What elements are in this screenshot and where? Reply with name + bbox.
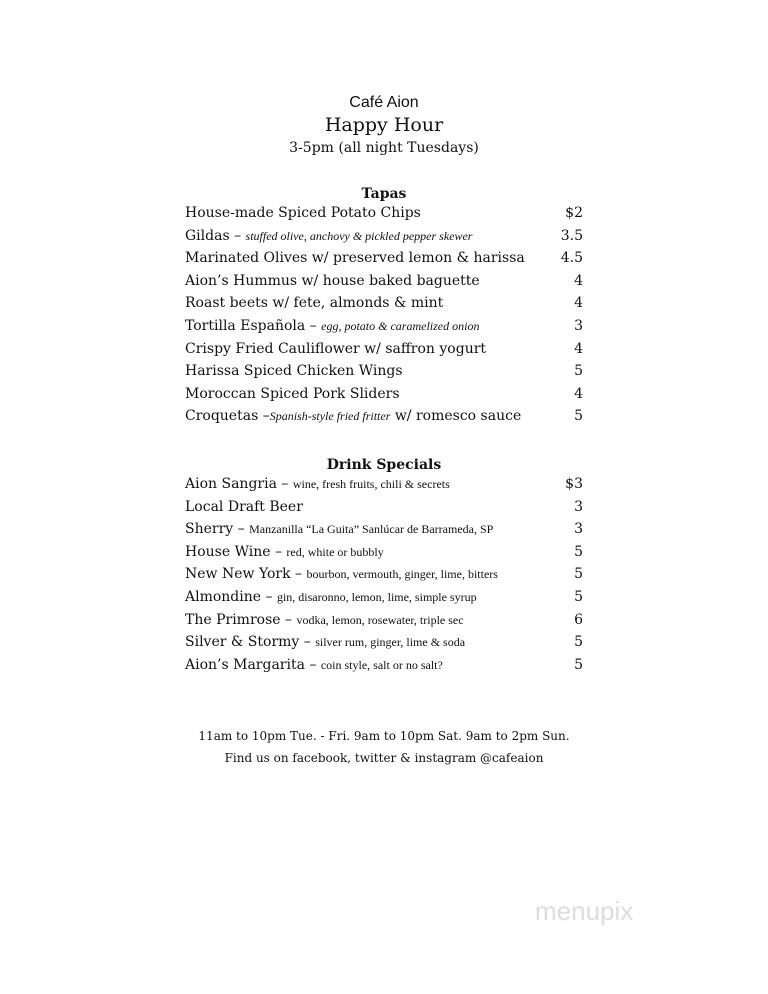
item-description: Spanish-style fried fritter xyxy=(269,409,391,424)
item-name: Marinated Olives w/ preserved lemon & harissa xyxy=(185,250,525,267)
item-price: 3 xyxy=(574,521,583,538)
item-name: Croquetas – xyxy=(185,408,270,425)
menu-item xyxy=(185,408,583,431)
tapas-heading: Tapas xyxy=(361,186,407,202)
menu-item xyxy=(185,566,583,589)
item-price: 5 xyxy=(574,656,583,673)
item-description: vodka, lemon, rosewater, triple sec xyxy=(296,612,464,627)
item-text xyxy=(185,499,303,515)
item-price: 5 xyxy=(574,363,583,380)
item-price: 4 xyxy=(574,340,583,357)
item-price: $2 xyxy=(565,205,583,221)
item-text xyxy=(185,228,472,244)
item-price: 5 xyxy=(574,634,583,651)
menu-item xyxy=(185,250,583,273)
menu-item xyxy=(185,205,583,228)
item-name: House-made Spiced Potato Chips xyxy=(185,205,421,221)
menu-item xyxy=(185,476,583,499)
menu-item xyxy=(185,341,583,364)
item-name: Roast beets w/ fete, almonds & mint xyxy=(185,295,444,312)
menu-item xyxy=(185,612,583,635)
item-description: Manzanilla “La Guita” Sanlúcar de Barrameda, SP xyxy=(249,522,494,537)
page-title: Happy Hour xyxy=(324,114,444,136)
item-price: 3 xyxy=(574,317,583,334)
item-text xyxy=(185,476,450,492)
item-text xyxy=(185,657,443,673)
item-description: egg, potato & caramelized onion xyxy=(321,318,480,333)
menu-item xyxy=(185,228,583,251)
item-description: wine, fresh fruits, chili & secrets xyxy=(292,477,450,491)
drinks-list xyxy=(185,476,583,679)
item-text xyxy=(185,566,498,582)
item-text xyxy=(185,544,384,560)
item-name: Gildas – xyxy=(185,227,246,244)
item-name: Almondine – xyxy=(185,588,277,605)
item-name: Crispy Fried Cauliflower w/ saffron yogurt xyxy=(185,340,487,357)
item-text xyxy=(185,521,493,537)
menu-item xyxy=(185,295,583,318)
menu-item xyxy=(185,634,583,657)
item-description: bourbon, vermouth, ginger, lime, bitters xyxy=(306,567,498,582)
tapas-list xyxy=(185,205,583,431)
item-name: House Wine – xyxy=(185,543,287,560)
item-price: 5 xyxy=(574,566,583,583)
item-price: 5 xyxy=(574,408,583,425)
happy-hour-times: 3-5pm (all night Tuesdays) xyxy=(289,140,479,156)
cafe-name: Café Aion xyxy=(349,94,419,111)
menu-item xyxy=(185,273,583,296)
item-name: Harissa Spiced Chicken Wings xyxy=(185,363,403,380)
menu-item xyxy=(185,499,583,522)
item-name: Aion’s Hummus w/ house baked baguette xyxy=(185,272,480,289)
menu-item xyxy=(185,657,583,680)
item-text xyxy=(185,205,421,221)
item-text xyxy=(185,341,486,357)
item-text xyxy=(185,363,403,379)
item-text xyxy=(185,295,443,311)
item-text xyxy=(185,589,477,605)
item-price: 5 xyxy=(574,543,583,560)
menu-item xyxy=(185,386,583,409)
menu-item xyxy=(185,363,583,386)
item-price: 3 xyxy=(574,498,583,515)
menu-item xyxy=(185,589,583,612)
item-text xyxy=(185,612,464,628)
item-description: gin, disaronno, lemon, lime, simple syrup xyxy=(276,589,477,604)
item-description: stuffed olive, anchovy & pickled pepper skewer xyxy=(245,228,473,243)
item-name: The Primrose – xyxy=(185,611,297,628)
item-price: 4.5 xyxy=(560,250,583,267)
item-name: Moroccan Spiced Pork Sliders xyxy=(185,385,400,402)
item-price: 3.5 xyxy=(560,227,583,244)
item-price: 6 xyxy=(574,611,583,628)
item-name: Local Draft Beer xyxy=(185,498,303,515)
item-name-rest: w/ romesco sauce xyxy=(390,408,522,425)
item-name: Tortilla Española – xyxy=(185,317,322,334)
item-description: red, white or bubbly xyxy=(286,544,384,559)
watermark-logo: menupix xyxy=(535,896,634,926)
item-text xyxy=(185,250,525,266)
item-name: Silver & Stormy – xyxy=(185,634,316,651)
item-name: Aion Sangria – xyxy=(185,476,293,492)
item-text xyxy=(185,273,480,289)
item-text xyxy=(185,408,521,424)
item-price: 4 xyxy=(574,385,583,402)
item-text xyxy=(185,318,479,334)
menu-item xyxy=(185,544,583,567)
opening-hours: 11am to 10pm Tue. - Fri. 9am to 10pm Sat. 9am to 2pm Sun. xyxy=(198,729,570,743)
item-description: coin style, salt or no salt? xyxy=(320,657,443,672)
item-name: Sherry – xyxy=(185,521,250,538)
item-name: New New York – xyxy=(185,566,307,583)
social-media: Find us on facebook, twitter & instagram @cafeaion xyxy=(224,751,544,765)
item-price: 5 xyxy=(574,588,583,605)
menu-item xyxy=(185,318,583,341)
item-text xyxy=(185,386,400,402)
item-description: silver rum, ginger, lime & soda xyxy=(315,635,466,650)
drinks-heading: Drink Specials xyxy=(326,457,442,473)
item-price: $3 xyxy=(565,476,583,492)
item-text xyxy=(185,634,465,650)
menu-item xyxy=(185,521,583,544)
item-name: Aion’s Margarita – xyxy=(185,656,321,673)
item-price: 4 xyxy=(574,295,583,312)
item-price: 4 xyxy=(574,272,583,289)
